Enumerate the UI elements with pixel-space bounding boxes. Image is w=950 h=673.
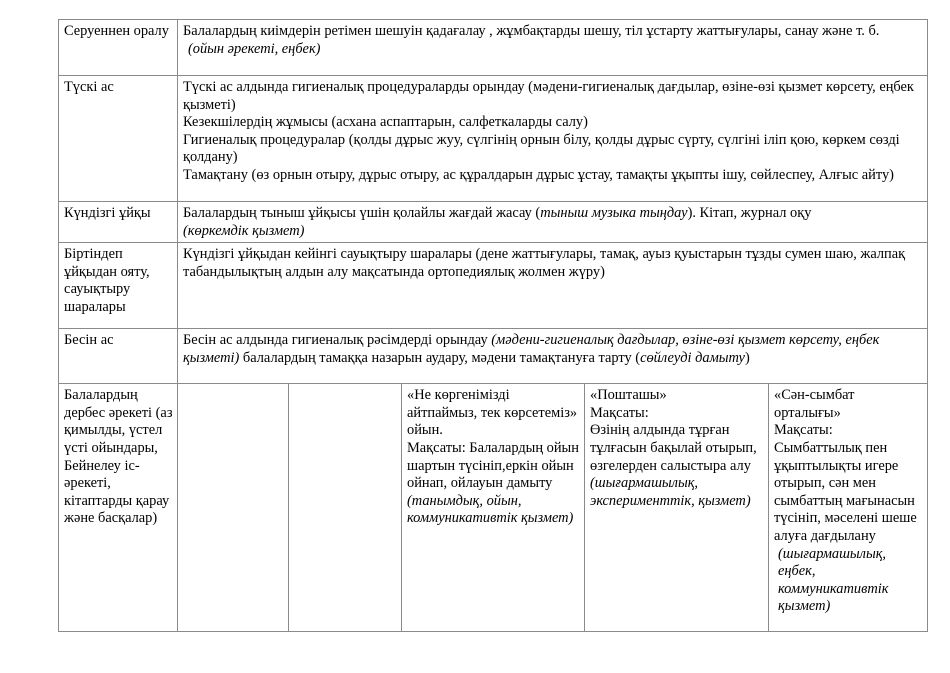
row-label: Түскі ас	[59, 76, 178, 202]
table-row-wake-up	[59, 243, 928, 329]
row-text: )	[744, 349, 750, 366]
activity-goal: Сымбаттылық пен ұқыптылықты игере отырып, сән мен сымбаттың мағынасын түсініп, мәселені шеше алуға дағдылану	[774, 439, 917, 544]
row-label: Серуеннен оралу	[59, 20, 178, 76]
row-text: балалардың тамаққа назарын аудару, мәдени тамақтануға тарту (	[239, 349, 641, 366]
activity-type-note: (көркемдік қызмет)	[183, 222, 305, 239]
activity-cell	[769, 384, 928, 632]
row-text: ). Кітап, журнал оқу	[687, 205, 812, 221]
table-row-afternoon-snack	[59, 329, 928, 384]
activity-goal: Мақсаты: Балалардың ойын шартын түсініп,еркін ойын ойнап, ойлауын дамыту	[407, 439, 579, 492]
activity-cell	[402, 384, 585, 632]
row-text-line: Гигиеналық процедуралар (қолды дұрыс жуу, сүлгінің орнын білу, қолды дұрыс сүрту, сүлгіні іліп қою, көркем сөзді қолдану)	[183, 131, 900, 166]
activity-type-note: (ойын әрекеті, еңбек)	[188, 40, 321, 57]
row-label: Балалардың дербес әрекеті (аз қимылды, үстел үсті ойындары, Бейнелеу іс-әрекеті, кітаптарды қарау және басқалар)	[59, 384, 178, 632]
activity-type-note: (шығармашылық, эксперименттік, қызмет)	[590, 475, 751, 509]
row-content	[178, 329, 928, 384]
row-text-line: Кезекшілердің жұмысы (асхана аспаптарын, салфеткаларды салу)	[183, 114, 588, 131]
row-text: Балалардың киімдерін ретімен шешуін қадағалау , жұмбақтарды шешу, тіл ұстарту жаттығулары, санау және т. б.	[183, 23, 880, 39]
row-text: Бесін ас алдында гигиеналық рәсімдерді орындау	[183, 332, 492, 349]
row-content: Күндізгі ұйқыдан кейінгі сауықтыру шаралары (дене жаттығулары, тамақ, ауыз қуыстарын тұзды сумен шаю, жалпақ табандылықтың алдын алу мақсатында ортопедиялық жолмен жүру)	[178, 243, 928, 329]
table-row-lunch	[59, 76, 928, 202]
activity-title: «Сән-сымбат орталығы»	[774, 387, 855, 421]
row-content	[178, 202, 928, 243]
activity-title: «Не көргенімізді айтпаймыз, тек көрсетеміз» ойын.	[407, 387, 578, 439]
row-text-italic: тыныш музыка тыңдау	[540, 205, 688, 221]
row-text-line: Тамақтану (өз орнын отыру, дұрыс отыру, ас құралдарын дұрыс ұстау, тамақты ұқыпты ішу, сөйлеспеу, Алғыс айту)	[183, 166, 894, 183]
row-content	[178, 20, 928, 76]
row-text: Балалардың тыныш ұйқысы үшін қолайлы жағдай жасау (	[183, 205, 541, 221]
table-row-return-from-walk	[59, 20, 928, 76]
activity-type-note: (шығармашылық, еңбек, коммуникативтік қызмет)	[778, 545, 889, 615]
empty-cell	[289, 384, 402, 632]
activity-goal-label: Мақсаты:	[590, 404, 649, 421]
row-text-italic: сөйлеуді дамыту	[640, 349, 745, 366]
row-content	[178, 76, 928, 202]
row-text-line: Түскі ас алдында гигиеналық процедураларды орындау (мәдени-гигиеналық дағдылар, өзіне-өзі қызмет көрсету, еңбек қызметі)	[183, 79, 914, 113]
empty-cell	[178, 384, 289, 632]
activity-goal-label: Мақсаты:	[774, 422, 833, 439]
row-text-italic: (мәдени-гигиеналық дағдылар, өзіне-өзі қызмет көрсету, еңбек қызметі)	[183, 332, 880, 366]
activity-title: «Пошташы»	[590, 387, 667, 404]
row-label: Бесін ас	[59, 329, 178, 384]
activity-goal: Өзінің алдында тұрған тұлғасын бақылай отырып, өзгелерден салыстыра алу	[590, 422, 757, 474]
activity-cell	[585, 384, 769, 632]
table-row-nap	[59, 202, 928, 243]
row-label: Біртіндеп ұйқыдан ояту, сауықтыру шаралары	[59, 243, 178, 329]
daily-schedule-table	[58, 19, 928, 632]
table-row-independent-activity	[59, 384, 928, 632]
row-label: Күндізгі ұйқы	[59, 202, 178, 243]
activity-type-note: (танымдық, ойын, коммуникативтік қызмет)	[407, 492, 574, 527]
